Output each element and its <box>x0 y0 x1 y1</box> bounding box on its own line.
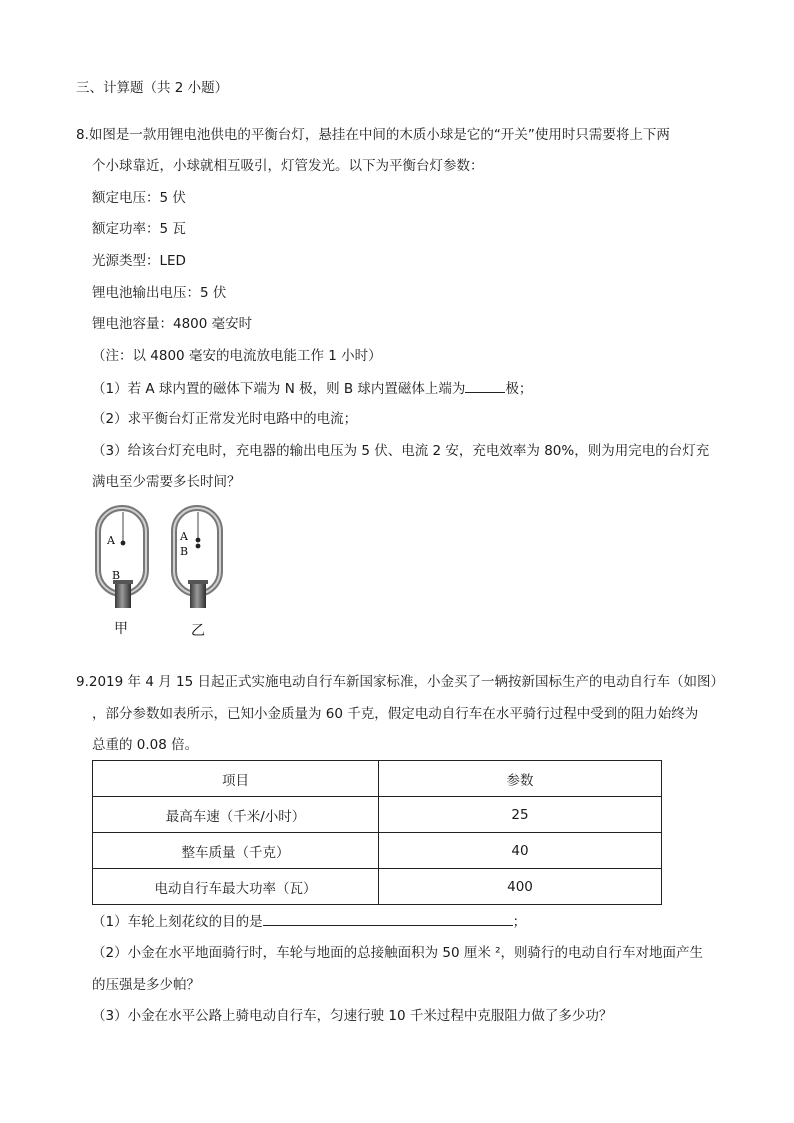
q8-sub1 <box>92 378 532 399</box>
q9-stem-line2: ，部分参数如表所示，已知小金质量为 60 千克，假定电动自行车在水平骑行过程中受到的阻力始终为 <box>92 706 699 722</box>
lamp-jia-stand <box>115 582 131 608</box>
q9-sub2-line1: （2）小金在水平地面骑行时，车轮与地面的总接触面积为 50 厘米 ²，则骑行的电动自行车对地面产生 <box>92 945 704 961</box>
q8-sub3-line2: 满电至少需要多长时间？ <box>92 474 241 490</box>
section-title: 三、计算题（共 2 小题） <box>76 80 229 96</box>
q9-sub3: （3）小金在水平公路上骑电动自行车，匀速行驶 10 千米过程中克服阻力做了多少功？ <box>92 1008 613 1024</box>
q8-sub1-tail: 极； <box>505 381 533 397</box>
table-header-row <box>93 761 662 797</box>
q8-spec-light-source: 光源类型：LED <box>92 253 186 269</box>
q9-sub1-text: （1）车轮上刻花纹的目的是 <box>92 914 263 930</box>
lamp-jia-ball-a <box>121 541 126 546</box>
table-cell-item: 整车质量（千克） <box>93 833 379 869</box>
q8-sub3-line1: （3）给该台灯充电时，充电器的输出电压为 5 伏、电流 2 安，充电效率为 80%，则为用完电的台灯充 <box>92 443 710 459</box>
q9-stem-line3: 总重的 0.08 倍。 <box>92 737 199 753</box>
table-cell-value: 400 <box>379 869 662 905</box>
table-row <box>93 833 662 869</box>
table-cell-value: 40 <box>379 833 662 869</box>
q8-sub1-text: （1）若 A 球内置的磁体下端为 N 极，则 B 球内置磁体上端为 <box>92 381 466 397</box>
lamp-yi-stand <box>190 582 206 608</box>
lamp-figure <box>90 500 240 650</box>
q8-spec-power: 额定功率：5 瓦 <box>92 221 186 237</box>
table-header-value: 参数 <box>379 761 662 797</box>
lamp-jia <box>98 508 146 608</box>
q8-sub1-blank[interactable] <box>465 378 505 393</box>
q9-sub1-blank[interactable] <box>263 911 513 926</box>
q8-stem-line1: 8.如图是一款用锂电池供电的平衡台灯，悬挂在中间的木质小球是它的“开关”使用时只需要将上下两 <box>76 127 670 143</box>
lamp-yi-caption: 乙 <box>191 623 205 639</box>
lamp-yi <box>174 508 220 608</box>
q9-sub2-line2: 的压强是多少帕？ <box>92 977 200 993</box>
lamp-jia-label-a: A <box>107 534 115 547</box>
table-cell-item: 最高车速（千米/小时） <box>93 797 379 833</box>
lamp-yi-label-a: A <box>180 530 188 543</box>
table-row <box>93 869 662 905</box>
table-header-item: 项目 <box>93 761 379 797</box>
q8-note: （注：以 4800 毫安的电流放电能工作 1 小时） <box>92 348 382 364</box>
table-row <box>93 797 662 833</box>
q9-sub1 <box>92 911 526 932</box>
q8-spec-battery-capacity: 锂电池容量：4800 毫安时 <box>92 316 253 332</box>
q8-stem-line2: 个小球靠近，小球就相互吸引，灯管发光。以下为平衡台灯参数： <box>92 158 484 174</box>
q9-stem-line1: 9.2019 年 4 月 15 日起正式实施电动自行车新国家标准，小金买了一辆按新国标生产的电动自行车（如图） <box>76 674 724 690</box>
lamp-yi-ball-a <box>196 538 201 543</box>
lamp-yi-stand-cap <box>188 580 208 584</box>
q8-sub2: （2）求平衡台灯正常发光时电路中的电流； <box>92 411 358 427</box>
table-cell-item: 电动自行车最大功率（瓦） <box>93 869 379 905</box>
q8-spec-battery-voltage: 锂电池输出电压：5 伏 <box>92 285 227 301</box>
lamp-yi-label-b: B <box>180 545 189 558</box>
lamp-yi-ball-b <box>196 544 201 549</box>
q8-spec-voltage: 额定电压：5 伏 <box>92 190 186 206</box>
q9-sub1-tail: ； <box>512 914 527 930</box>
table-cell-value: 25 <box>379 797 662 833</box>
lamp-jia-label-b: B <box>112 569 121 582</box>
parameter-table <box>92 760 662 905</box>
lamp-jia-caption: 甲 <box>114 621 128 637</box>
